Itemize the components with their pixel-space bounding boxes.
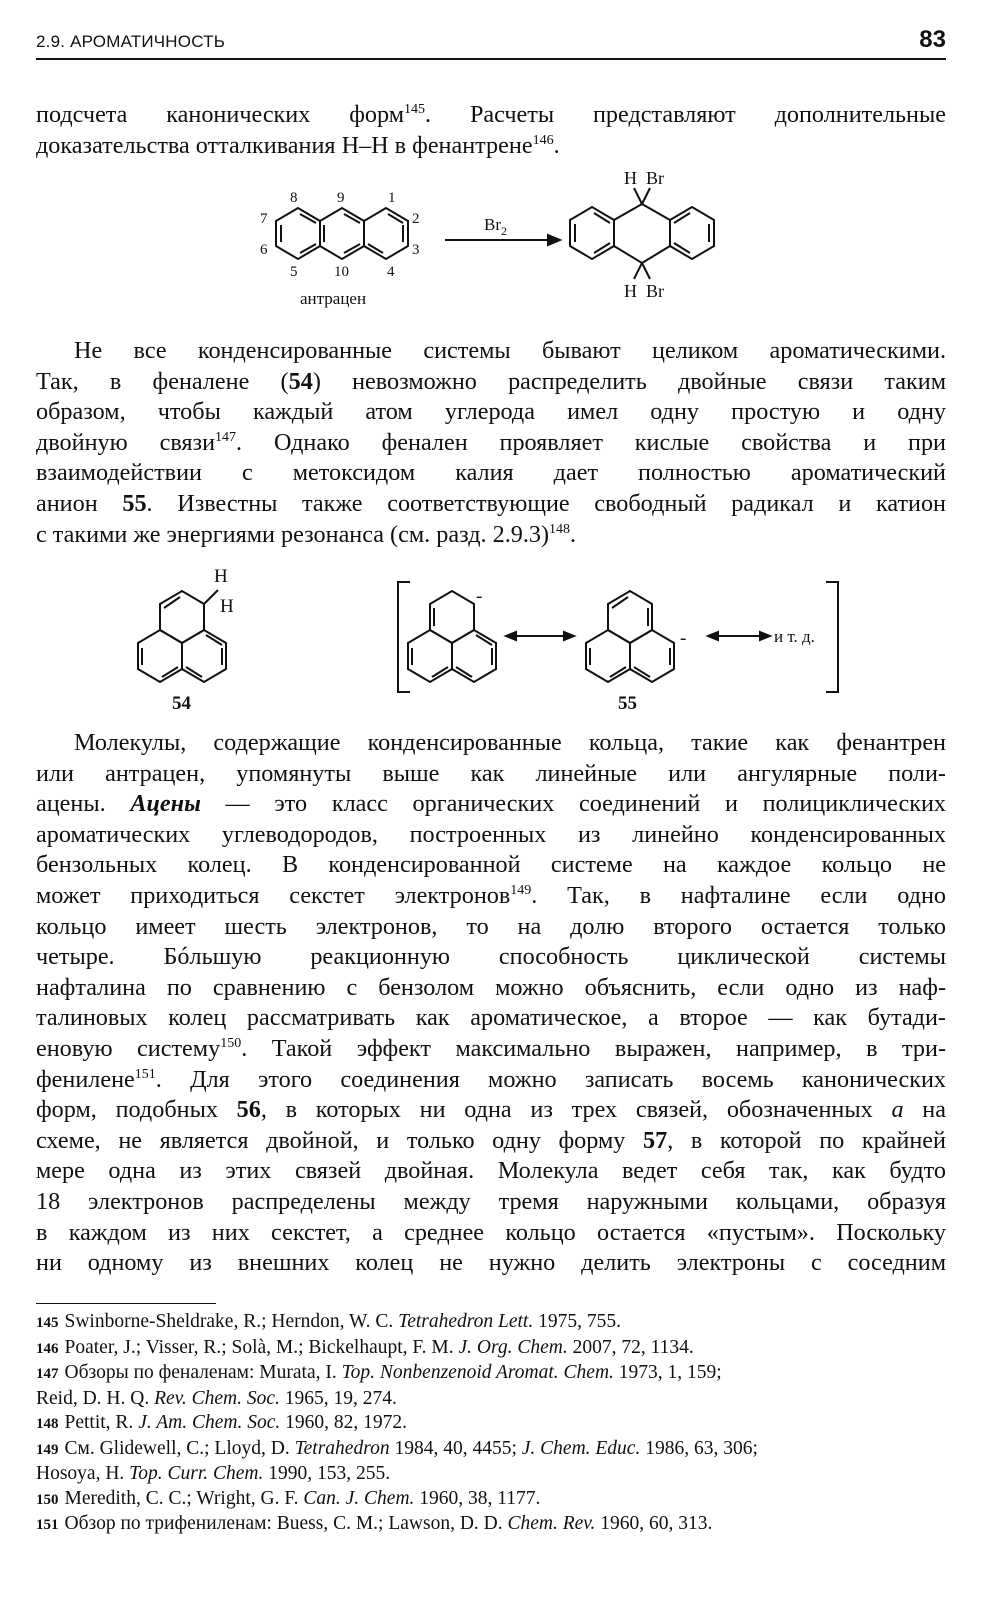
text-line: еновую систему$^{150}$. Такой эффект максимально выражен, например, в три- — [36, 1034, 947, 1062]
footnote-ref[interactable]: 145 — [404, 102, 426, 117]
footnote-ref[interactable]: 150 — [220, 1035, 242, 1051]
footnote-150: 150 Meredith, C. C.; Wright, G. F. Can. J. Chem. 1960, 38, 1177. — [36, 1487, 541, 1509]
footnote-145: 145 Swinborne-Sheldrake, R.; Herndon, W. C. Tetrahedron Lett. 1975, 755. — [36, 1311, 621, 1332]
text-line: талиновых колец рассматривать как ароматическое, а второе — как бутади- — [36, 1004, 946, 1032]
footnotes — [36, 1310, 946, 1538]
atom-number: 1 — [388, 190, 396, 206]
text-line: четыре. Бóльшую реакционную способность циклической системы — [36, 943, 946, 971]
atom-number: 2 — [412, 211, 420, 227]
footnote-148: 148 Pettit, R. J. Am. Chem. Soc. 1960, 82, 1972. — [36, 1412, 408, 1433]
text-line: анион 55. Известны также соответствующие свободный радикал и катион — [36, 489, 947, 517]
paragraph-acenes — [36, 728, 946, 1279]
text-line: ацены. Ацены — это класс органических соединений и полициклических — [36, 790, 946, 818]
text-line: взаимодействии с метоксидом калия дает полностью ароматический — [36, 459, 946, 487]
section-title: 2.9. АРОМАТИЧНОСТЬ — [36, 32, 226, 51]
footnote-ref[interactable]: 151 — [134, 1066, 156, 1082]
text-line: Не все конденсированные системы бывают целиком ароматическими. — [74, 337, 946, 364]
atom-number: 7 — [260, 211, 268, 227]
text-line: двойную связи$^{147}$. Однако фенален проявляет кислые свойства и при — [36, 428, 946, 456]
hydrogen-label: H — [214, 566, 228, 587]
anthracene-bromination-figure — [240, 168, 740, 313]
text-line: схеме, не является двойной, и только одну форму 57, в которой по крайней — [36, 1126, 946, 1154]
text-line: фенилене$^{151}$. Для этого соединения можно записать восемь канонических — [36, 1065, 946, 1093]
product-substituents-bottom: H Br — [624, 281, 664, 301]
footnote-ref[interactable]: 148 — [549, 521, 571, 537]
text-line: подсчета канонических форм$^{145}$. Расчеты представляют дополнительные — [36, 101, 946, 128]
paragraph-intro — [36, 100, 946, 161]
atom-number: 6 — [260, 242, 268, 258]
atom-number: 10 — [334, 264, 349, 280]
text-line: кольцо имеет шесть электронов, то на долю второго остается только — [36, 912, 946, 940]
compound-number: 54 — [172, 693, 191, 714]
footnote-149: 149 См. Glidewell, C.; Lloyd, D. Tetrahedron 1984, 40, 4455; J. Chem. Educ. 1986, 63, 306; Hosoya, H. Top. Curr. Chem. 1990, 153, 255. — [36, 1437, 758, 1484]
atom-number: 8 — [290, 190, 298, 206]
paragraph-phenalene — [36, 336, 946, 550]
charge-label: - — [680, 628, 687, 649]
atom-number: 4 — [387, 264, 395, 280]
text-line: бензольных колец. В конденсированной системе на каждое кольцо не — [36, 851, 946, 879]
atom-number: 5 — [290, 264, 298, 280]
compound-number: 55 — [618, 693, 637, 714]
etc-label: и т. д. — [774, 627, 815, 646]
text-line: Так, в феналене (54) невозможно распределить двойные связи таким — [36, 367, 946, 395]
text-line: доказательства отталкивания Н–Н в фенантрене$^{146}$. — [36, 131, 560, 159]
footnote-147: 147 Обзоры по феналенам: Murata, I. Top. Nonbenzenoid Aromat. Chem. 1973, 1, 159; Reid, D. H. Q. Rev. Chem. Soc. 1965, 19, 274. — [36, 1362, 722, 1409]
footnote-ref[interactable]: 146 — [532, 132, 554, 148]
text-line: нафталина по сравнению с бензолом можно объяснить, если одно из наф- — [36, 973, 946, 1001]
footnote-ref[interactable]: 147 — [215, 429, 237, 445]
figure-caption: антрацен — [300, 289, 367, 308]
footnote-146: 146 Poater, J.; Visser, R.; Solà, M.; Bickelhaupt, F. M. J. Org. Chem. 2007, 72, 1134. — [36, 1336, 694, 1358]
text-line: мере одна из этих связей двойная. Молекула ведет себя так, как будто — [36, 1157, 946, 1185]
text-line: Молекулы, содержащие конденсированные кольца, такие как фенантрен — [74, 729, 946, 756]
footnote-ref[interactable]: 149 — [510, 882, 532, 898]
text-line: образом, чтобы каждый атом углерода имел одну простую и одну — [36, 398, 946, 426]
atom-number: 3 — [412, 242, 420, 258]
text-line: с такими же энергиями резонанса (см. разд. 2.9.3)$^{148}$. — [36, 520, 577, 548]
footnote-divider — [36, 1303, 216, 1304]
text-line: 18 электронов распределены между тремя наружными кольцами, образуя — [36, 1187, 946, 1215]
text-line: в каждом из них секстет, а среднее кольцо остается «пустым». Поскольку — [36, 1218, 946, 1246]
text-line: форм, подобных 56, в которых ни одна из трех связей, обозначенных a на — [36, 1096, 946, 1124]
running-header — [36, 26, 946, 60]
text-line: ни одному из внешних колец не нужно делить электроны с соседним — [36, 1249, 946, 1277]
page-number: 83 — [919, 26, 946, 53]
hydrogen-label: H — [220, 596, 234, 617]
text-line: может приходиться секстет электронов$^{149}$. Так, в нафталине если одно — [36, 881, 946, 909]
footnote-151: 151 Обзор по трифениленам: Buess, C. M.; Lawson, D. D. Chem. Rev. 1960, 60, 313. — [36, 1513, 713, 1534]
text-line: ароматических углеводородов, построенных из линейно конденсированных — [36, 820, 946, 848]
charge-label: - — [476, 586, 483, 607]
atom-number: 9 — [337, 190, 345, 206]
product-substituents-top: H Br — [624, 168, 664, 188]
reagent-label: $Br_2$ — [484, 215, 507, 238]
text-line: или антрацен, упомянуты выше как линейные или ангулярные поли- — [36, 759, 946, 787]
phenalene-figure — [120, 560, 860, 720]
